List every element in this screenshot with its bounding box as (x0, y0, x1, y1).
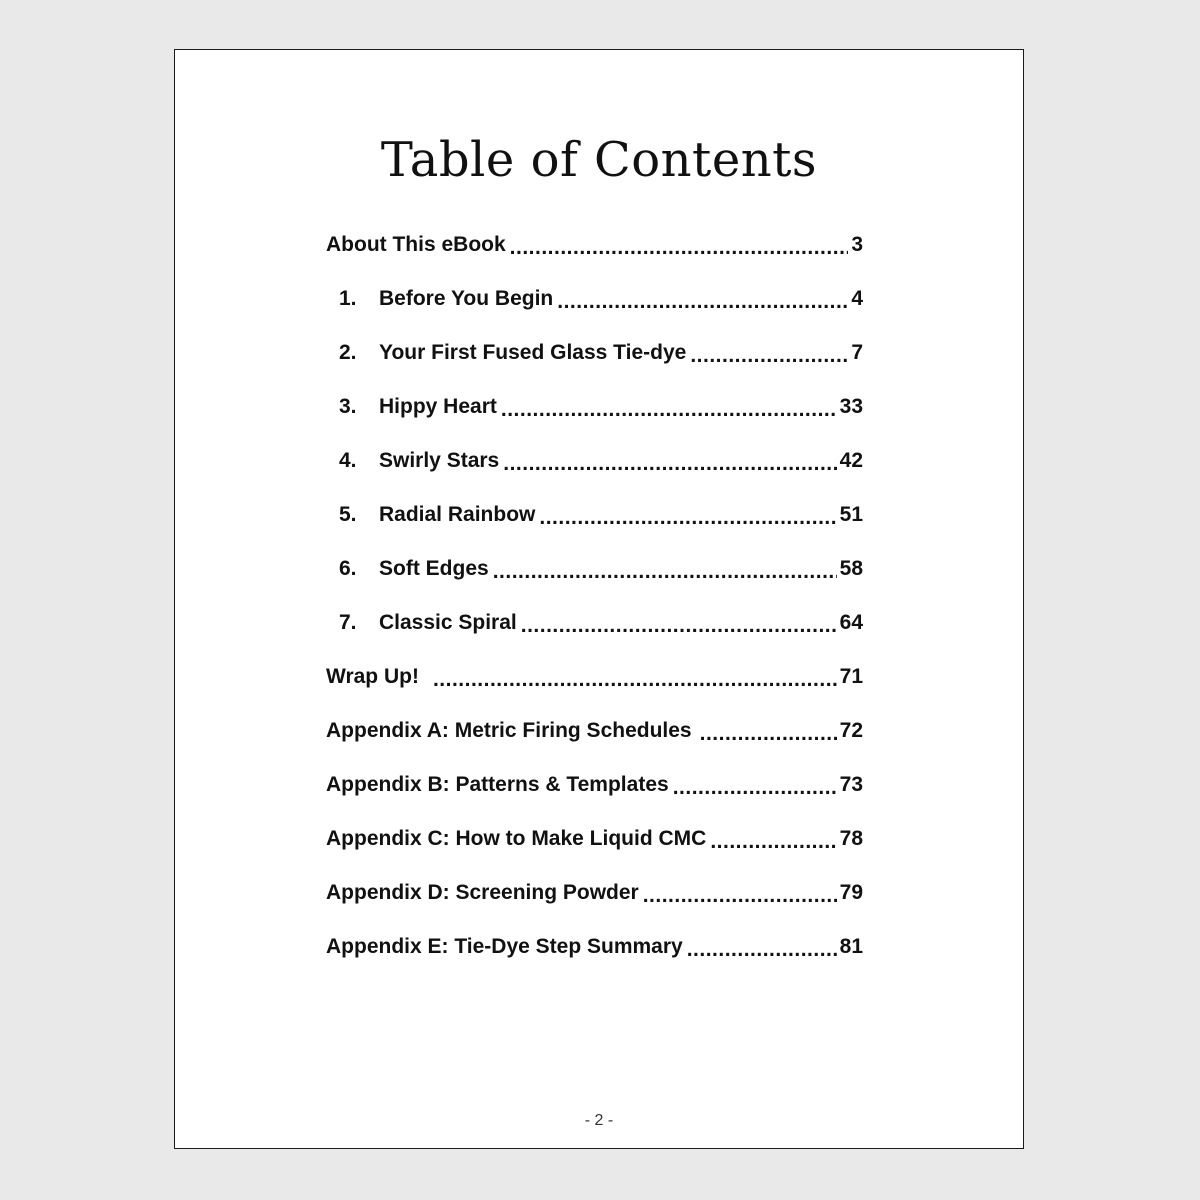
toc-entry-appendix-a[interactable] (326, 704, 863, 758)
dot-leader (687, 938, 837, 959)
toc-entry-page: 58 (839, 557, 863, 580)
toc-entry-label: Your First Fused Glass Tie-dye (379, 341, 687, 364)
toc-entry-page: 51 (839, 503, 863, 526)
toc-entry-appendix-b[interactable] (326, 758, 863, 812)
toc-entry-about[interactable] (326, 218, 863, 272)
toc-entry-label: Appendix A: Metric Firing Schedules (326, 719, 692, 742)
dot-leader (700, 722, 837, 743)
toc-entry-chapter-2[interactable] (326, 326, 863, 380)
toc-entry-label: Swirly Stars (379, 449, 500, 472)
dot-leader (433, 668, 837, 689)
toc-entry-page: 73 (839, 773, 863, 796)
toc-entry-label: Classic Spiral (379, 611, 517, 634)
toc-entry-label: Wrap Up! (326, 665, 419, 688)
toc-entry-page: 7 (851, 341, 863, 364)
toc-entry-page: 42 (839, 449, 863, 472)
toc-entry-page: 72 (839, 719, 863, 742)
toc-entry-chapter-3[interactable] (326, 380, 863, 434)
toc-entry-label: Soft Edges (379, 557, 489, 580)
toc-entry-page: 79 (839, 881, 863, 904)
toc-entry-label: Before You Begin (379, 287, 554, 310)
toc-entry-number: 6. (339, 557, 357, 580)
dot-leader (673, 776, 837, 797)
toc-entry-chapter-4[interactable] (326, 434, 863, 488)
toc-entry-label: About This eBook (326, 233, 506, 256)
toc-entry-label: Radial Rainbow (379, 503, 536, 526)
dot-leader (493, 560, 837, 581)
toc-entry-chapter-1[interactable] (326, 272, 863, 326)
toc-entry-label: Appendix C: How to Make Liquid CMC (326, 827, 707, 850)
dot-leader (501, 398, 837, 419)
toc-entry-label: Appendix E: Tie-Dye Step Summary (326, 935, 683, 958)
toc-entry-appendix-e[interactable] (326, 920, 863, 974)
toc-entry-chapter-6[interactable] (326, 542, 863, 596)
toc-entry-number: 7. (339, 611, 357, 634)
toc-entry-label: Appendix B: Patterns & Templates (326, 773, 669, 796)
toc-entry-label: Hippy Heart (379, 395, 497, 418)
toc-entry-number: 1. (339, 287, 357, 310)
toc-entry-page: 64 (839, 611, 863, 634)
dot-leader (503, 452, 836, 473)
toc-entry-appendix-c[interactable] (326, 812, 863, 866)
toc-entry-chapter-5[interactable] (326, 488, 863, 542)
dot-leader (643, 884, 837, 905)
toc-entry-appendix-d[interactable] (326, 866, 863, 920)
page-title: Table of Contents (380, 132, 818, 188)
toc-entry-number: 2. (339, 341, 357, 364)
toc-entry-wrap-up[interactable] (326, 650, 863, 704)
toc-entry-page: 71 (839, 665, 863, 688)
toc-entry-page: 33 (839, 395, 863, 418)
table-of-contents (326, 218, 863, 974)
toc-entry-label: Appendix D: Screening Powder (326, 881, 639, 904)
toc-entry-number: 3. (339, 395, 357, 418)
dot-leader (521, 614, 837, 635)
toc-entry-number: 4. (339, 449, 357, 472)
page-number-footer: - 2 - (584, 1112, 614, 1129)
toc-entry-page: 3 (851, 233, 863, 256)
dot-leader (510, 236, 849, 257)
toc-entry-page: 81 (839, 935, 863, 958)
toc-entry-page: 78 (839, 827, 863, 850)
toc-entry-page: 4 (851, 287, 863, 310)
dot-leader (710, 830, 836, 851)
toc-entry-chapter-7[interactable] (326, 596, 863, 650)
dot-leader (690, 344, 848, 365)
toc-entry-number: 5. (339, 503, 357, 526)
document-page (174, 49, 1024, 1149)
dot-leader (557, 290, 848, 311)
dot-leader (539, 506, 836, 527)
